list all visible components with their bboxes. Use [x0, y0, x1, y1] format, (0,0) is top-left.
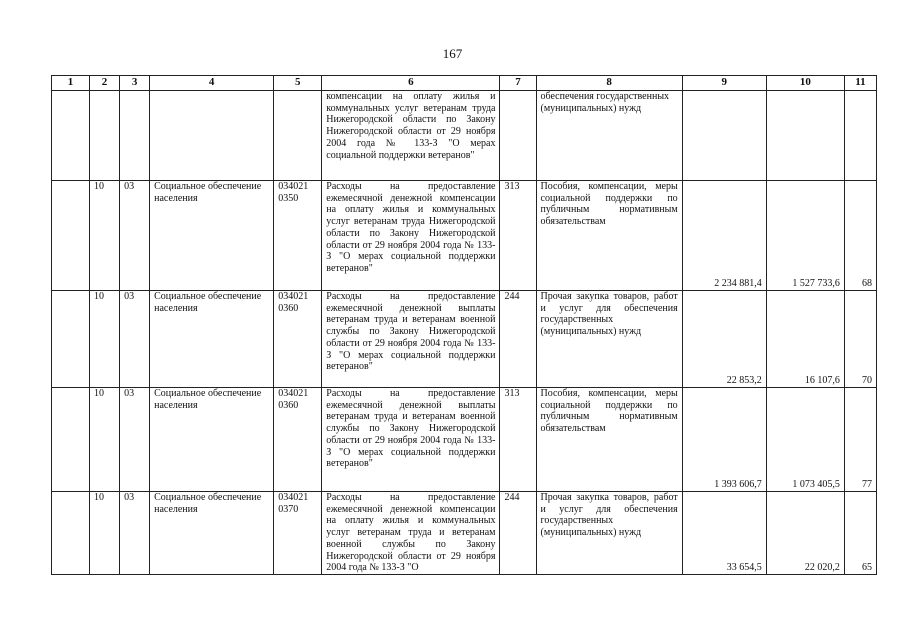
- expense-type: Прочая закупка товаров, работ и услуг для обеспечения государственных (муниципальных) нужд: [536, 492, 682, 575]
- section-code: 10: [90, 181, 120, 291]
- col-header-11: 11: [844, 76, 876, 91]
- cell: [120, 91, 150, 181]
- cell: [52, 291, 90, 388]
- execution-percent: 68: [844, 181, 876, 291]
- actual-amount: 16 107,6: [766, 291, 844, 388]
- expense-type-code: 244: [500, 291, 536, 388]
- col-header-6: 6: [322, 76, 500, 91]
- header-row: [52, 76, 877, 91]
- execution-percent: 77: [844, 388, 876, 492]
- actual-amount: 22 020,2: [766, 492, 844, 575]
- expense-type: Прочая закупка товаров, работ и услуг для обеспечения государственных (муниципальных) нужд: [536, 291, 682, 388]
- section-code: 10: [90, 492, 120, 575]
- actual-amount: 1 073 405,5: [766, 388, 844, 492]
- cell: [844, 91, 876, 181]
- col-header-3: 3: [120, 76, 150, 91]
- expense-type-code: 244: [500, 492, 536, 575]
- execution-percent: 65: [844, 492, 876, 575]
- cell: [500, 91, 536, 181]
- planned-amount: 1 393 606,7: [682, 388, 766, 492]
- section-name: Социальное обеспечение населения: [150, 388, 274, 492]
- table-row: [52, 181, 877, 291]
- expense-type-code: 313: [500, 181, 536, 291]
- section-name: Социальное обеспечение населения: [150, 492, 274, 575]
- section-code: 10: [90, 291, 120, 388]
- cell: [52, 91, 90, 181]
- planned-amount: 22 853,2: [682, 291, 766, 388]
- cell: [150, 91, 274, 181]
- planned-amount: 33 654,5: [682, 492, 766, 575]
- expense-type-code: 313: [500, 388, 536, 492]
- cell: [52, 492, 90, 575]
- expense-type: Пособия, компенсации, меры социальной поддержки по публичным нормативным обязательствам: [536, 388, 682, 492]
- target-article-code: 034021 0360: [274, 388, 322, 492]
- table-row: [52, 492, 877, 575]
- target-article-code: 034021 0370: [274, 492, 322, 575]
- budget-table: [51, 75, 877, 575]
- section-name: Социальное обеспечение населения: [150, 181, 274, 291]
- execution-percent: 70: [844, 291, 876, 388]
- subsection-code: 03: [120, 388, 150, 492]
- expense-description: Расходы на предоставление ежемесячной денежной компенсации на оплату жилья и коммунальных услуг ветеранам труда Нижегородской области по Закону Нижегородской области от 29 ноября 2004 года № 133-З "О мерах социальной поддержки ветеранов": [322, 181, 500, 291]
- col-header-5: 5: [274, 76, 322, 91]
- expense-type: Пособия, компенсации, меры социальной поддержки по публичным нормативным обязательствам: [536, 181, 682, 291]
- table-row: [52, 388, 877, 492]
- planned-amount: 2 234 881,4: [682, 181, 766, 291]
- col-header-7: 7: [500, 76, 536, 91]
- cell: [52, 388, 90, 492]
- table-row: [52, 291, 877, 388]
- actual-amount: 1 527 733,6: [766, 181, 844, 291]
- page-number: 167: [442, 46, 463, 61]
- section-code: 10: [90, 388, 120, 492]
- subsection-code: 03: [120, 492, 150, 575]
- col-header-4: 4: [150, 76, 274, 91]
- cell: [682, 91, 766, 181]
- col-header-8: 8: [536, 76, 682, 91]
- target-article-code: 034021 0350: [274, 181, 322, 291]
- cell: [274, 91, 322, 181]
- expense-description: Расходы на предоставление ежемесячной денежной выплаты ветеранам труда и ветеранам военной службы по Закону Нижегородской области от 29 ноября 2004 года № 133-З "О мерах социальной поддержки ветеранов": [322, 388, 500, 492]
- section-name: Социальное обеспечение населения: [150, 291, 274, 388]
- expense-type: обеспечения государственных (муниципальных) нужд: [536, 91, 682, 181]
- expense-description: Расходы на предоставление ежемесячной денежной компенсации на оплату жилья и коммунальных услуг ветеранам труда и ветеранам военной службы по Закону Нижегородской области от 29 ноября 2004 года № 133-З "О: [322, 492, 500, 575]
- col-header-10: 10: [766, 76, 844, 91]
- col-header-9: 9: [682, 76, 766, 91]
- col-header-1: 1: [52, 76, 90, 91]
- expense-description: компенсации на оплату жилья и коммунальных услуг ветеранам труда Нижегородской области по Закону Нижегородской области от 29 ноября 2004 года № 133-З "О мерах социальной поддержки ветеранов": [322, 91, 500, 181]
- table-row-continuation: [52, 91, 877, 181]
- col-header-2: 2: [90, 76, 120, 91]
- cell: [52, 181, 90, 291]
- cell: [90, 91, 120, 181]
- expense-description: Расходы на предоставление ежемесячной денежной выплаты ветеранам труда и ветеранам военной службы по Закону Нижегородской области от 29 ноября 2004 года № 133-З "О мерах социальной поддержки ветеранов": [322, 291, 500, 388]
- cell: [766, 91, 844, 181]
- subsection-code: 03: [120, 291, 150, 388]
- target-article-code: 034021 0360: [274, 291, 322, 388]
- subsection-code: 03: [120, 181, 150, 291]
